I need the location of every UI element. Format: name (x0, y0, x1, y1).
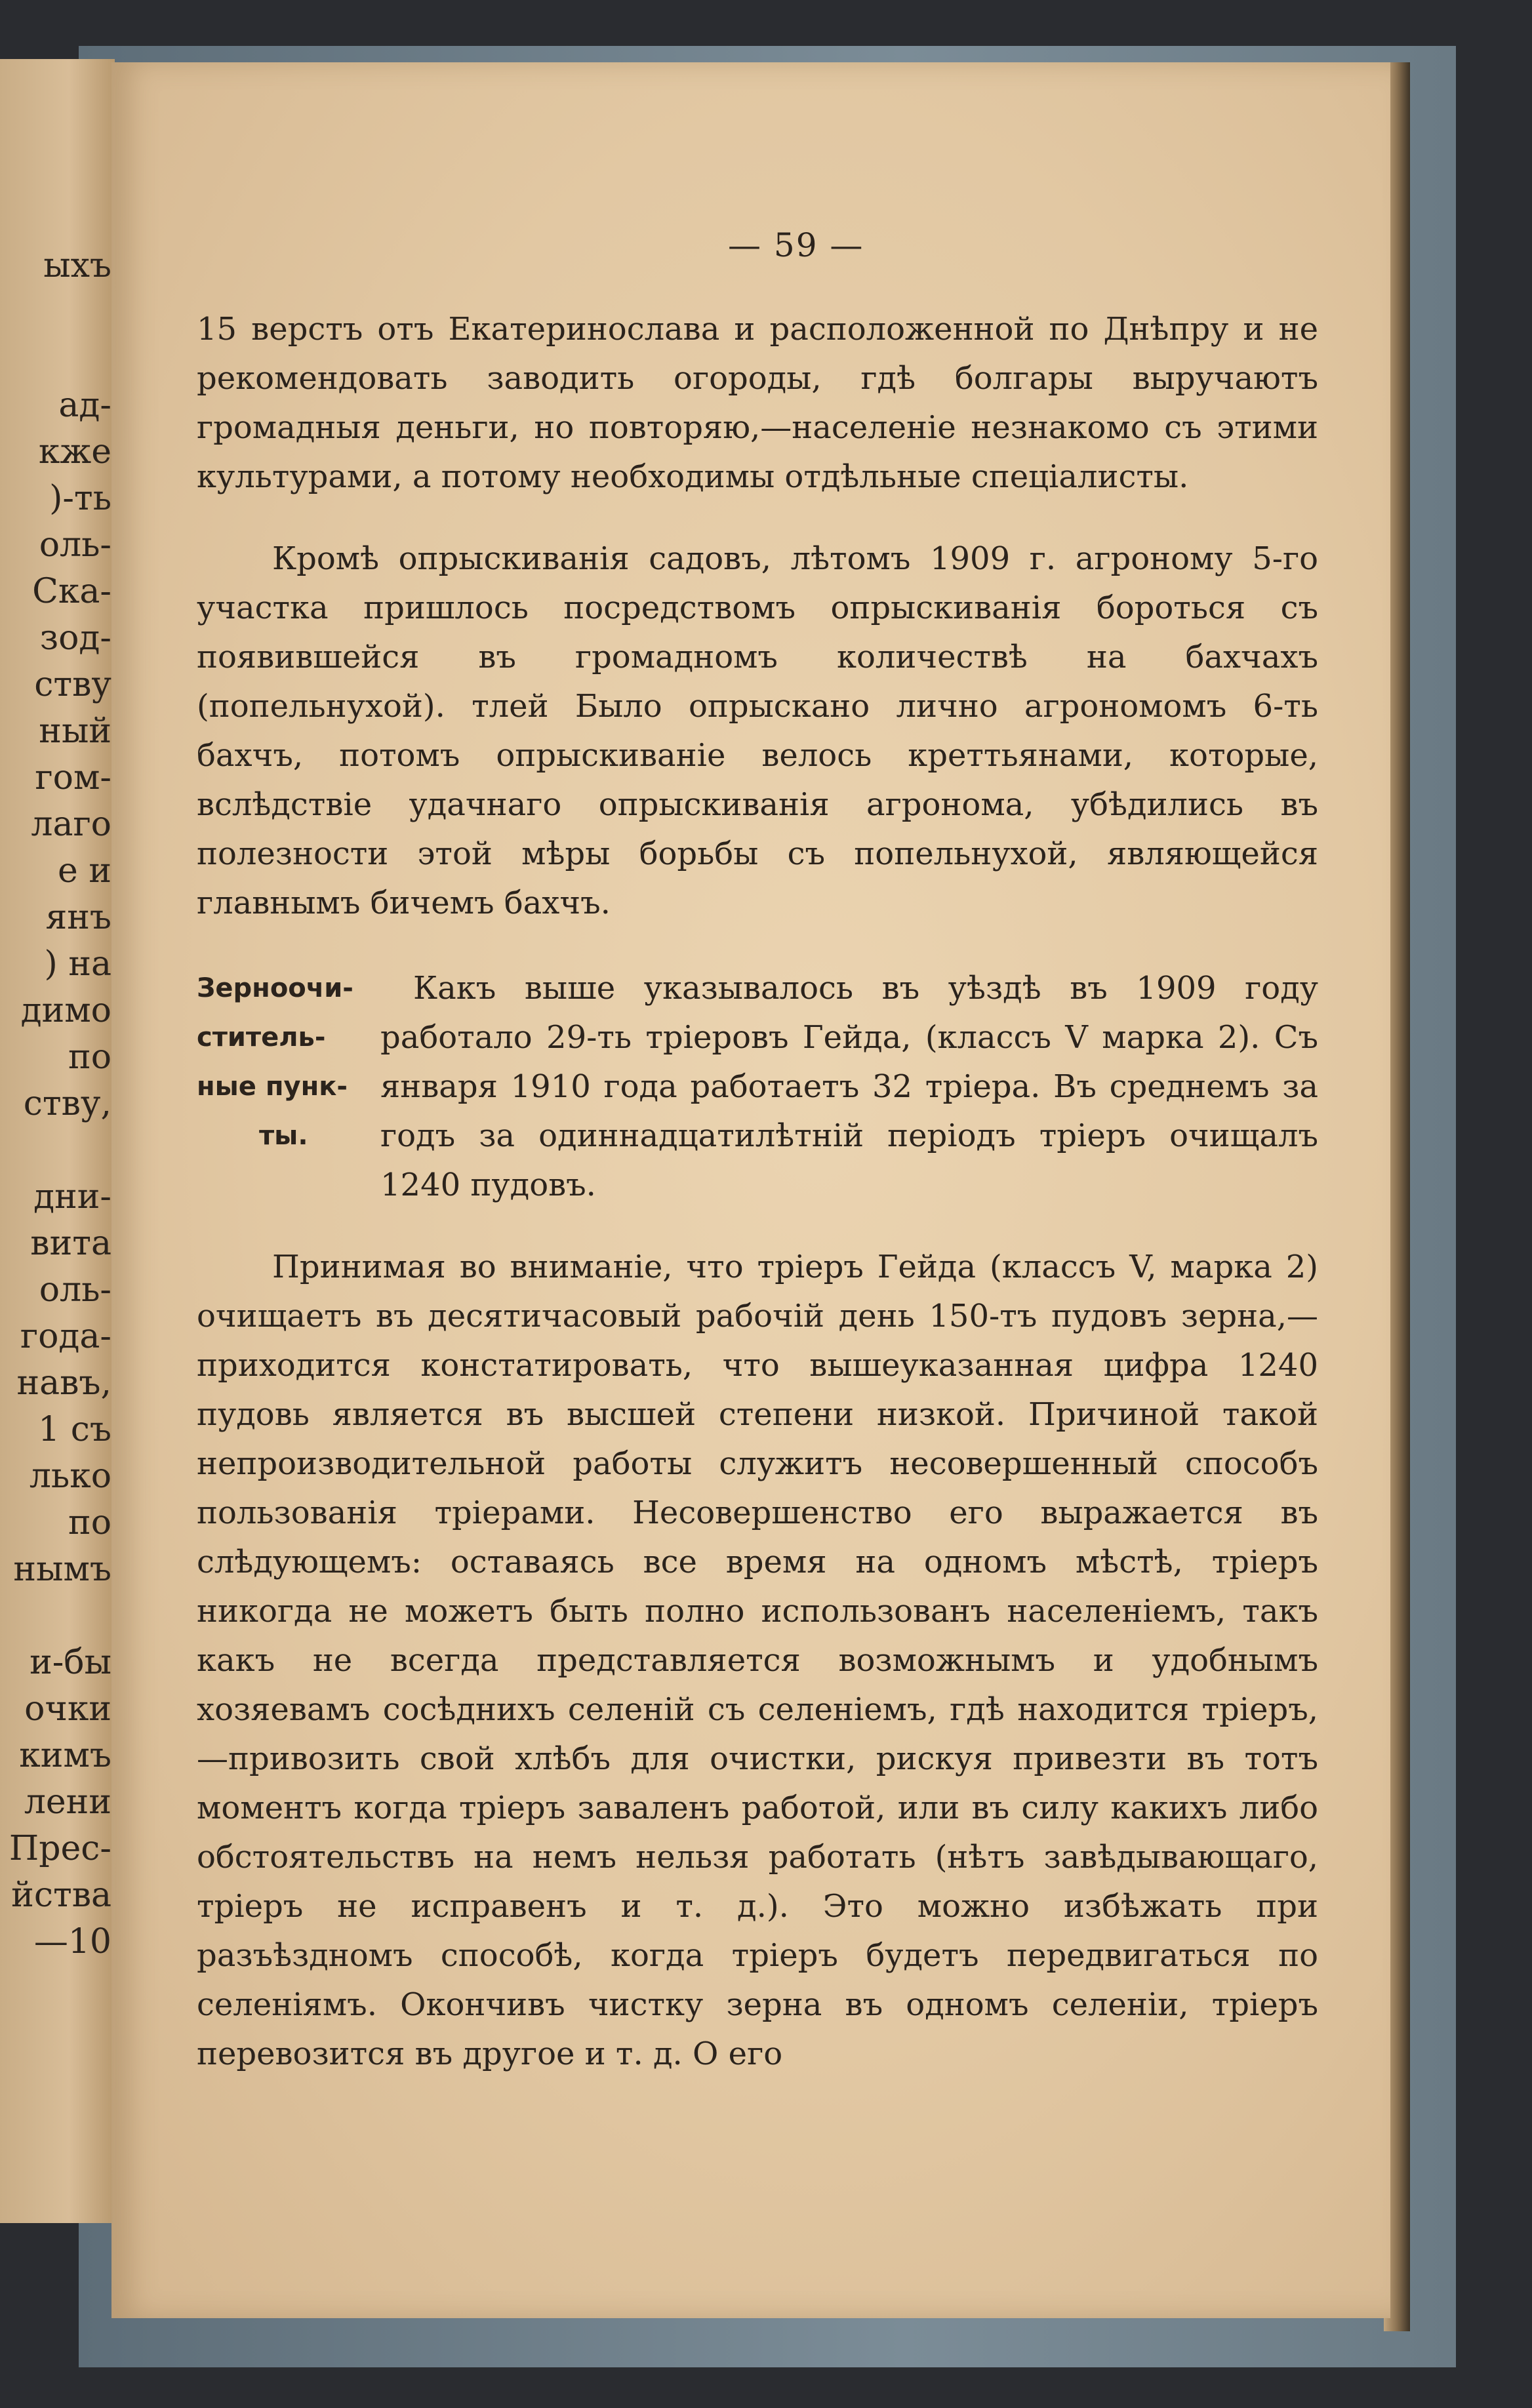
paragraph-3: Какъ выше указывалось въ уѣздѣ въ 1909 году работало 29-ть тріеровъ Гейда, (классъ V марка 2). Съ января 1910 года работаетъ 32 тріера. Въ среднемъ за годъ за одиннадцатилѣтній періодъ тріеръ очищалъ 1240 пудовъ. (380, 970, 1318, 1203)
left-fragment (0, 1127, 111, 1174)
left-fragment: е и (58, 851, 111, 891)
left-fragment: зод- (39, 618, 111, 658)
left-fragment: кже (38, 432, 111, 472)
left-fragment: вита (30, 1224, 111, 1263)
paragraph-4: Принимая во вниманіе, что тріеръ Гейда (классъ V, марка 2) очищаетъ въ десятичасовый рабочій день 150-тъ пудовъ зерна,—приходится констатировать, что вышеуказанная цифра 1240 пудовь является въ высшей степени низкой. Причиной такой непроизводительной работы служитъ несовершенный способъ пользованія тріерами. Несовершенство его выражается въ слѣдующемъ: оставаясь все время на одномъ мѣстѣ, тріеръ никогда не можетъ быть полно использованъ населеніемъ, такъ какъ не всегда представляется возможнымъ и удобнымъ хозяевамъ сосѣднихъ селеній съ селеніемъ, гдѣ находится тріеръ,—привозить свой хлѣбъ для очистки, рискуя привезти въ тотъ моментъ когда тріеръ заваленъ работой, или въ силу какихъ либо обстоятельствъ на немъ нельзя работать (нѣтъ завѣдывающаго, тріеръ не исправенъ и т. д.). Это можно избѣжать при разъѣздномъ способѣ, когда тріеръ будетъ передвигаться по селеніямъ. Окончивъ чистку зерна въ одномъ селеніи, тріеръ перевозится въ другое и т. д. О его (197, 1249, 1318, 2072)
left-fragment: гом- (35, 758, 111, 797)
side-heading-line: ные пунк- (197, 1072, 348, 1102)
section-grain-cleaning (197, 964, 1318, 1210)
page-text (197, 305, 1318, 2079)
book-page (111, 62, 1390, 2318)
side-heading-line: ститель- (197, 1022, 326, 1053)
left-fragment: ству, (23, 1084, 111, 1123)
side-heading (197, 964, 367, 1161)
left-fragment: ству (34, 665, 111, 704)
left-fragment (0, 336, 111, 382)
left-fragment: лени (24, 1782, 111, 1822)
left-fragment (0, 289, 111, 336)
left-fragment: нымъ (13, 1550, 111, 1589)
left-fragment: ыхъ (43, 246, 111, 285)
page-number: — 59 — (728, 226, 864, 264)
left-fragment: и-бы (30, 1643, 111, 1682)
left-fragment: навъ, (16, 1363, 111, 1403)
left-fragment: 1 съ (38, 1410, 111, 1449)
left-fragment: по (68, 1503, 111, 1542)
left-fragment: —10 (33, 1922, 111, 1961)
side-heading-line: Зерноочи- (197, 973, 353, 1003)
left-fragment: кимъ (19, 1736, 111, 1775)
left-fragment: по (68, 1037, 111, 1077)
left-fragment: ) на (44, 944, 111, 984)
left-fragment: оль- (39, 525, 111, 565)
left-fragment: Ска- (32, 572, 111, 611)
left-fragment: лаго (31, 805, 111, 844)
left-fragment (0, 1593, 111, 1639)
left-page-text-fragments (0, 243, 111, 1965)
left-fragment: янъ (45, 898, 111, 937)
left-fragment: )-ть (49, 479, 111, 518)
left-fragment: Прес- (9, 1829, 111, 1868)
left-fragment: оль- (39, 1270, 111, 1310)
left-fragment: года- (20, 1317, 111, 1356)
left-fragment: очки (24, 1689, 111, 1729)
side-heading-line: ты. (259, 1121, 308, 1151)
left-fragment: димо (20, 991, 111, 1030)
paragraph-2: Кромѣ опрыскиванія садовъ, лѣтомъ 1909 г. агроному 5-го участка пришлось посредствомъ опрыскиванія бороться съ появившейся въ громадномъ количествѣ на бахчахъ (попельнухой). тлей Было опрыскано лично агрономомъ 6-ть бахчъ, потомъ опрыскиваніе велось креттьянами, которые, вслѣдствіе удачнаго опрыскиванія агронома, убѣдились въ полезности этой мѣры борьбы съ попельнухой, являющейся главнымъ бичемъ бахчъ. (197, 540, 1318, 921)
left-fragment: лько (29, 1456, 111, 1496)
left-fragment: ад- (58, 386, 111, 425)
paragraph-1: 15 верстъ отъ Екатеринослава и расположенной по Днѣпру и не рекомендовать заводить огороды, гдѣ болгары выручаютъ громадныя деньги, но повторяю,—населеніе незнакомо съ этими культурами, а потому необходимы отдѣльные спеціалисты. (197, 311, 1318, 495)
left-fragment: дни- (33, 1177, 111, 1216)
left-fragment: ный (39, 712, 111, 751)
left-page (0, 59, 115, 2223)
left-fragment: йства (11, 1876, 111, 1915)
